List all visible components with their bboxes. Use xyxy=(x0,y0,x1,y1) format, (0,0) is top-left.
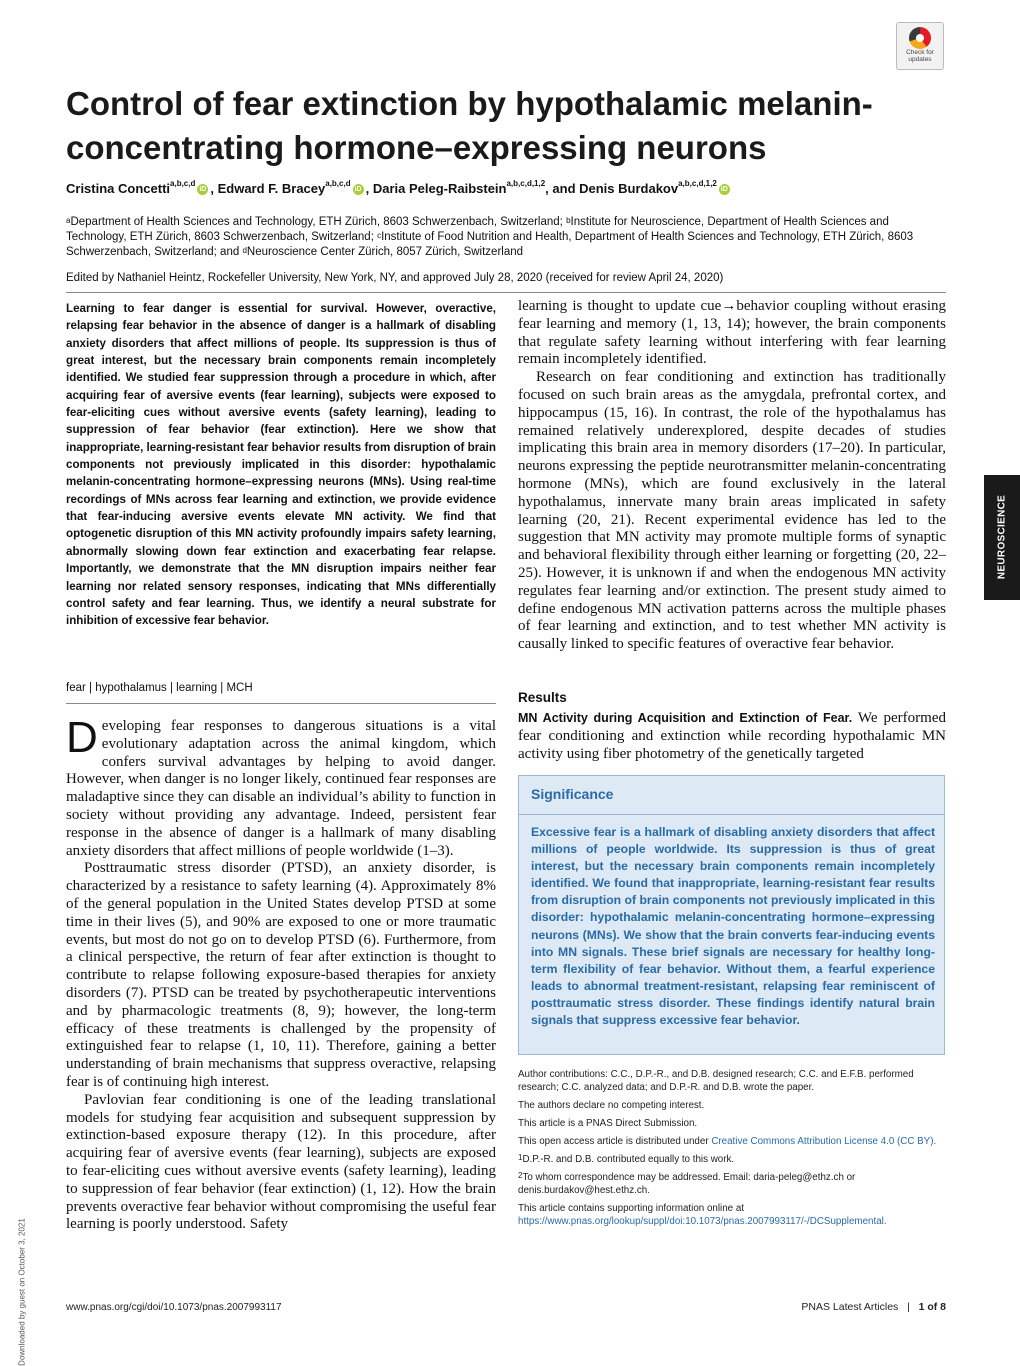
affil-sup: b xyxy=(566,216,571,225)
affil-d: Neuroscience Center Zürich, 8057 Zürich, Switzerland xyxy=(246,246,524,258)
intro-paragraph: Posttraumatic stress disorder (PTSD), an anxiety disorder, is characterized by a resistance to safety learning (4). Approximately 8% of the general population in the United States develop PTSD at some time in their lives (5), and 90% are exposed to one or more traumatic events, but most do not go on to develop PTSD (6). Furthermore, from a clinical perspective, the return of fear after extinction is thought to contribute to relapse following exposure-based therapies for anxiety disorders (7). PTSD can be treated by psychotherapeutic interventions and by pharmacologic treatments (8, 9); however, the long-term efficacy of these treatments is challenged by the propensity of extinguished fear to relapse (1, 10, 11). Therefore, gaining a better understanding of brain mechanisms that suppress overactive, relapsing fear is of continuing high interest. xyxy=(66,860,496,1090)
download-stamp-text: Downloaded by guest on October 3, 2021 xyxy=(17,1218,27,1366)
results-text xyxy=(518,710,946,763)
author-sup: a,b,c,d xyxy=(325,179,351,188)
orcid-icon[interactable]: iD xyxy=(720,186,728,194)
author-list xyxy=(66,181,956,196)
equal-contribution xyxy=(518,1153,946,1166)
section-tab xyxy=(984,475,1020,600)
si-text: This article contains supporting information online at xyxy=(518,1203,744,1214)
drop-cap: D xyxy=(66,713,98,762)
divider xyxy=(519,814,944,815)
correspondence-text: To whom correspondence may be addressed. Email: daria-peleg@ethz.ch or denis.burdakov@hest.ethz.ch. xyxy=(518,1172,856,1196)
affil-a: Department of Health Sciences and Technology, ETH Zürich, 8603 Schwerzenbach, Switzerland; xyxy=(70,216,567,228)
author-name[interactable]: Denis Burdakov xyxy=(579,181,679,196)
results-p1: We performed fear conditioning and extinction while recording hypothalamic MN activity using fiber photometry of the genetically targeted xyxy=(518,710,946,762)
intro-p1: eveloping fear responses to dangerous situations is a vital evolutionary adaptation across the animal kingdom, which confers survival advantages by helping to avoid danger. However, when danger is no longer likely, continued fear responses are maladaptive since they can disable an individual’s ability to function in society without providing any advantage. Indeed, persistent fear response in the absence of danger is a hallmark of many disabling anxiety disorders that affect millions of people worldwide (1–3). xyxy=(66,718,496,859)
body-paragraph: Research on fear conditioning and extinction has traditionally focused on such brain areas as the amygdala, prefrontal cortex, and hippocampus (15, 16). In contrast, the role of the hypothalamus has remained relatively underexplored, despite decades of studies implicating this brain area in memory disorders (17–20). In particular, neurons expressing the peptide neurotransmitter melanin-concentrating hormone (MNs), which are found exclusively in the lateral hypothalamus, innervate many brain areas implicated in safety learning (20, 21). Recent experimental evidence has led to the suggestion that MN activity may promote multiple forms of synaptic and behavioral flexibility through either learning or forgetting (20, 22–25). However, it is unknown if and when the endogenous MN activity regulates fear learning and/or extinction. The present study aimed to define endogenous MN activation patterns across the multiple phases of fear learning and extinction, and to test whether MN activity is causally linked to specific features of overactive fear behavior. xyxy=(518,369,946,653)
note-sup: 2 xyxy=(518,1171,523,1180)
section-tab-label: NEUROSCIENCE xyxy=(996,494,1008,580)
affil-b: Institute for Neuroscience, Department of Health Sciences and Technology, ETH Zürich, 8603 Schwerzenbach, Switzerland; xyxy=(66,216,889,243)
significance-heading: Significance xyxy=(531,786,614,802)
journal-name: PNAS Latest Articles xyxy=(801,1301,899,1313)
orcid-icon[interactable]: iD xyxy=(354,186,362,194)
affiliations xyxy=(66,215,946,260)
intro-paragraph xyxy=(66,713,496,860)
divider xyxy=(66,292,946,293)
affil-sup: c xyxy=(377,231,382,240)
footer-journal xyxy=(760,1301,946,1313)
footer-doi-url[interactable]: www.pnas.org/cgi/doi/10.1073/pnas.2007993117 xyxy=(66,1302,282,1313)
divider xyxy=(66,703,496,704)
results-heading: Results xyxy=(518,690,567,705)
badge-line1: Check for xyxy=(906,49,934,56)
author-name[interactable]: Edward F. Bracey xyxy=(217,181,326,196)
author-sep: , xyxy=(365,181,373,196)
body-paragraph: learning is thought to update cue→behavior coupling without erasing fear learning and memory (1, 13, 14); however, the brain components that regulate safety learning without interfering with fear learning remain incompletely identified. xyxy=(518,298,946,368)
license-link[interactable]: Creative Commons Attribution License 4.0 (CC BY). xyxy=(711,1136,937,1147)
abstract: Learning to fear danger is essential for survival. However, overactive, relapsing fear behavior in the absence of danger is a hallmark of disabling anxiety disorders that affect millions of people. Its suppression is thus of great interest, but the necessary brain components remain incompletely identified. We studied fear suppression through a procedure in which, after acquiring fear of aversive events (fear learning), subjects were exposed to fear-eliciting cues without aversive events (safety learning), leading to suppression of fear behavior (fear extinction). Here we show that inappropriate, learning-resistant fear behavior results from disruption of brain components not previously implicated in this disorder: hypothalamic melanin-concentrating hormone–expressing neurons (MNs). Using real-time recordings of MNs across fear learning and extinction, we provide evidence that fear-inducing aversive events elevate MN activity. We find that optogenetic disruption of this MN activity profoundly impairs safety learning, abnormally slowing down fear extinction and exacerbating fear relapse. Importantly, we demonstrate that the MN disruption impairs neither fear learning nor related sensory responses, indicating that MNs differentially control safety and fear learning. Thus, we identify a neural substrate for inhibition of excessive fear behavior. xyxy=(66,302,496,628)
author-name[interactable]: Daria Peleg-Raibstein xyxy=(372,181,507,196)
license-note xyxy=(518,1135,946,1148)
si-link[interactable]: https://www.pnas.org/lookup/suppl/doi:10.1073/pnas.2007993117/-/DCSupplemental. xyxy=(518,1216,887,1227)
article-notes xyxy=(518,1068,946,1233)
right-column xyxy=(518,298,946,654)
affil-sup: a xyxy=(66,216,71,225)
edited-by: Edited by Nathaniel Heintz, Rockefeller University, New York, NY, and approved July 28, 2020 (received for review April 24, 2020) xyxy=(66,272,724,284)
results-paragraph xyxy=(518,710,946,763)
affil-sup: d xyxy=(242,246,247,255)
orcid-icon[interactable]: iD xyxy=(199,186,207,194)
author-sup: a,b,c,d,1,2 xyxy=(678,179,717,188)
badge-line2: updates xyxy=(908,56,932,63)
crossmark-icon xyxy=(909,27,931,49)
author-contributions: Author contributions: C.C., D.P.-R., and D.B. designed research; C.C. and E.F.B. performed research; C.C. analyzed data; and D.P.-R. and D.B. wrote the paper. xyxy=(518,1069,914,1093)
license-text: This open access article is distributed under xyxy=(518,1136,712,1147)
note-sup: 1 xyxy=(518,1153,523,1162)
author-sup: a,b,c,d xyxy=(170,179,196,188)
author-name[interactable]: Cristina Concetti xyxy=(66,181,171,196)
significance-box xyxy=(518,775,945,1055)
footer-separator: | xyxy=(907,1301,910,1313)
article-title: Control of fear extinction by hypothalamic melanin-concentrating hormone–expressing neurons xyxy=(66,85,873,166)
correspondence xyxy=(518,1171,946,1197)
introduction xyxy=(66,713,496,1234)
page-number: 1 of 8 xyxy=(918,1301,946,1313)
intro-paragraph: Pavlovian fear conditioning is one of the leading translational models for studying fear acquisition and subsequent suppression by extinction-based exposure therapy (12). In this procedure, after acquiring fear of aversive events (fear learning), subjects are exposed to fear-eliciting cues without aversive events (safety learning), leading to suppression of fear behavior (fear extinction) (1, 12). How the brain prevents overactive fear behavior without compromising the useful fear learning is poorly understood. Safety xyxy=(66,1091,496,1233)
author-sup: a,b,c,d,1,2 xyxy=(506,179,546,188)
author-and: , and xyxy=(545,181,580,196)
check-for-updates-badge[interactable] xyxy=(896,22,944,70)
equal-text: D.P.-R. and D.B. contributed equally to this work. xyxy=(522,1154,735,1165)
submission-note: This article is a PNAS Direct Submission. xyxy=(518,1118,698,1129)
author-sep: , xyxy=(210,181,218,196)
download-stamp xyxy=(16,1218,28,1366)
keywords: fear | hypothalamus | learning | MCH xyxy=(66,682,253,694)
competing-interest: The authors declare no competing interest. xyxy=(518,1100,705,1111)
significance-text: Excessive fear is a hallmark of disabling anxiety disorders that affect millions of people worldwide. Its suppression is thus of great interest, but the necessary brain components remain incompletely identified. We found that inappropriate, learning-resistant fear results from disruption of brain components not previously implicated in this disorder: hypothalamic melanin-concentrating hormone–expressing neurons (MNs). We show that the brain converts fear-inducing events into MN signals. These brief signals are necessary for healthy long-term flexibility of fear behavior. Without them, a fearful experience leads to abnormal treatment-resistant, relapsing fear reminiscent of posttraumatic stress disorder. These findings identify natural brain signals that suppress excessive fear behavior. xyxy=(531,825,935,1028)
affil-c: Institute of Food Nutrition and Health, Department of Health Sciences and Technology, ETH Zürich, 8603 Schwerzenbach, Switzerland; and xyxy=(66,231,914,258)
supporting-info xyxy=(518,1202,946,1228)
subsection-title: MN Activity during Acquisition and Extinction of Fear. xyxy=(518,711,853,725)
